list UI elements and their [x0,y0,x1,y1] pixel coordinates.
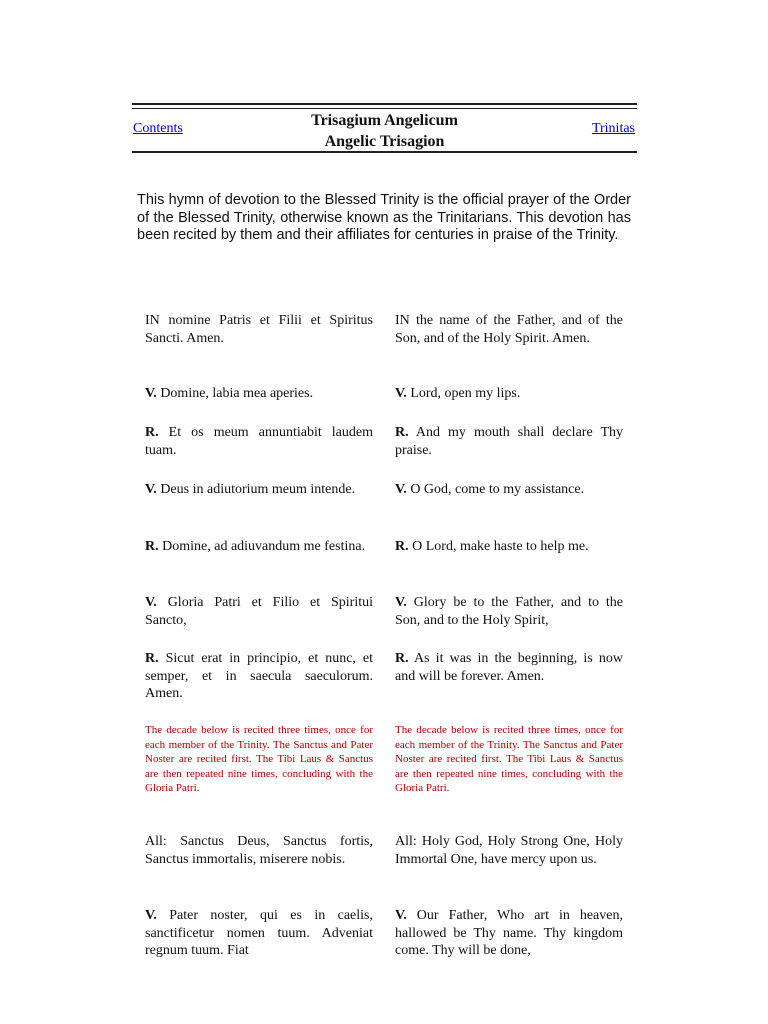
english-verse: R. O Lord, make haste to help me. [395,539,589,554]
english-verse: V. Our Father, Who art in heaven, hallowed be Thy name. Thy kingdom come. Thy will be done, [395,908,623,958]
latin-verse: All: Sanctus Deus, Sanctus fortis, Sanctus immortalis, miserere nobis. [145,834,373,867]
intro-paragraph: This hymn of devotion to the Blessed Trinity is the official prayer of the Order of the Blessed Trinity, otherwise known as the Trinitarians. This devotion has been recited by them and their affiliates for centuries in praise of the Trinity. [137,192,631,243]
latin-verse: IN nomine Patris et Filii et Spiritus Sancti. Amen. [145,313,373,346]
latin-rubric: The decade below is recited three times, once for each member of the Trinity. The Sanctus and Pater Noster are recited first. The Tibi Laus & Sanctus are then repeated nine times, concluding with the Gloria Patri. [145,724,373,795]
english-rubric: The decade below is recited three times, once for each member of the Trinity. The Sanctus and Pater Noster are recited first. The Tibi Laus & Sanctus are then repeated nine times, concluding with the Gloria Patri. [395,724,623,795]
contents-link[interactable]: Contents [133,121,183,136]
english-verse: R. As it was in the beginning, is now and will be forever. Amen. [395,651,623,684]
header-top-rule [132,103,637,105]
latin-verse: V. Domine, labia mea aperies. [145,386,314,401]
english-verse: R. And my mouth shall declare Thy praise. [395,425,623,458]
english-verse: V. Lord, open my lips. [395,386,521,401]
latin-verse: V. Pater noster, qui es in caelis, sanctificetur nomen tuum. Adveniat regnum tuum. Fiat [145,908,373,958]
page-title [132,110,637,152]
english-verse: IN the name of the Father, and of the Son, and of the Holy Spirit. Amen. [395,313,623,346]
english-verse: V. O God, come to my assistance. [395,482,585,497]
latin-verse: V. Deus in adiutorium meum intende. [145,482,356,497]
english-verse: All: Holy God, Holy Strong One, Holy Immortal One, have mercy upon us. [395,834,623,867]
latin-verse: R. Sicut erat in principio, et nunc, et semper, et in saecula saeculorum. Amen. [145,651,373,701]
title-latin: Trisagium Angelicum [311,112,458,129]
english-verse: V. Glory be to the Father, and to the Son, and to the Holy Spirit, [395,595,623,628]
latin-verse: R. Domine, ad adiuvandum me festina. [145,539,366,554]
latin-verse: R. Et os meum annuntiabit laudem tuam. [145,425,373,458]
title-english: Angelic Trisagion [324,133,445,150]
trinitas-link[interactable]: Trinitas [591,121,635,136]
page-header [132,103,637,157]
latin-verse: V. Gloria Patri et Filio et Spiritui Sancto, [145,595,373,628]
header-bottom-rule [132,151,637,153]
header-top-rule-thin [132,108,637,109]
